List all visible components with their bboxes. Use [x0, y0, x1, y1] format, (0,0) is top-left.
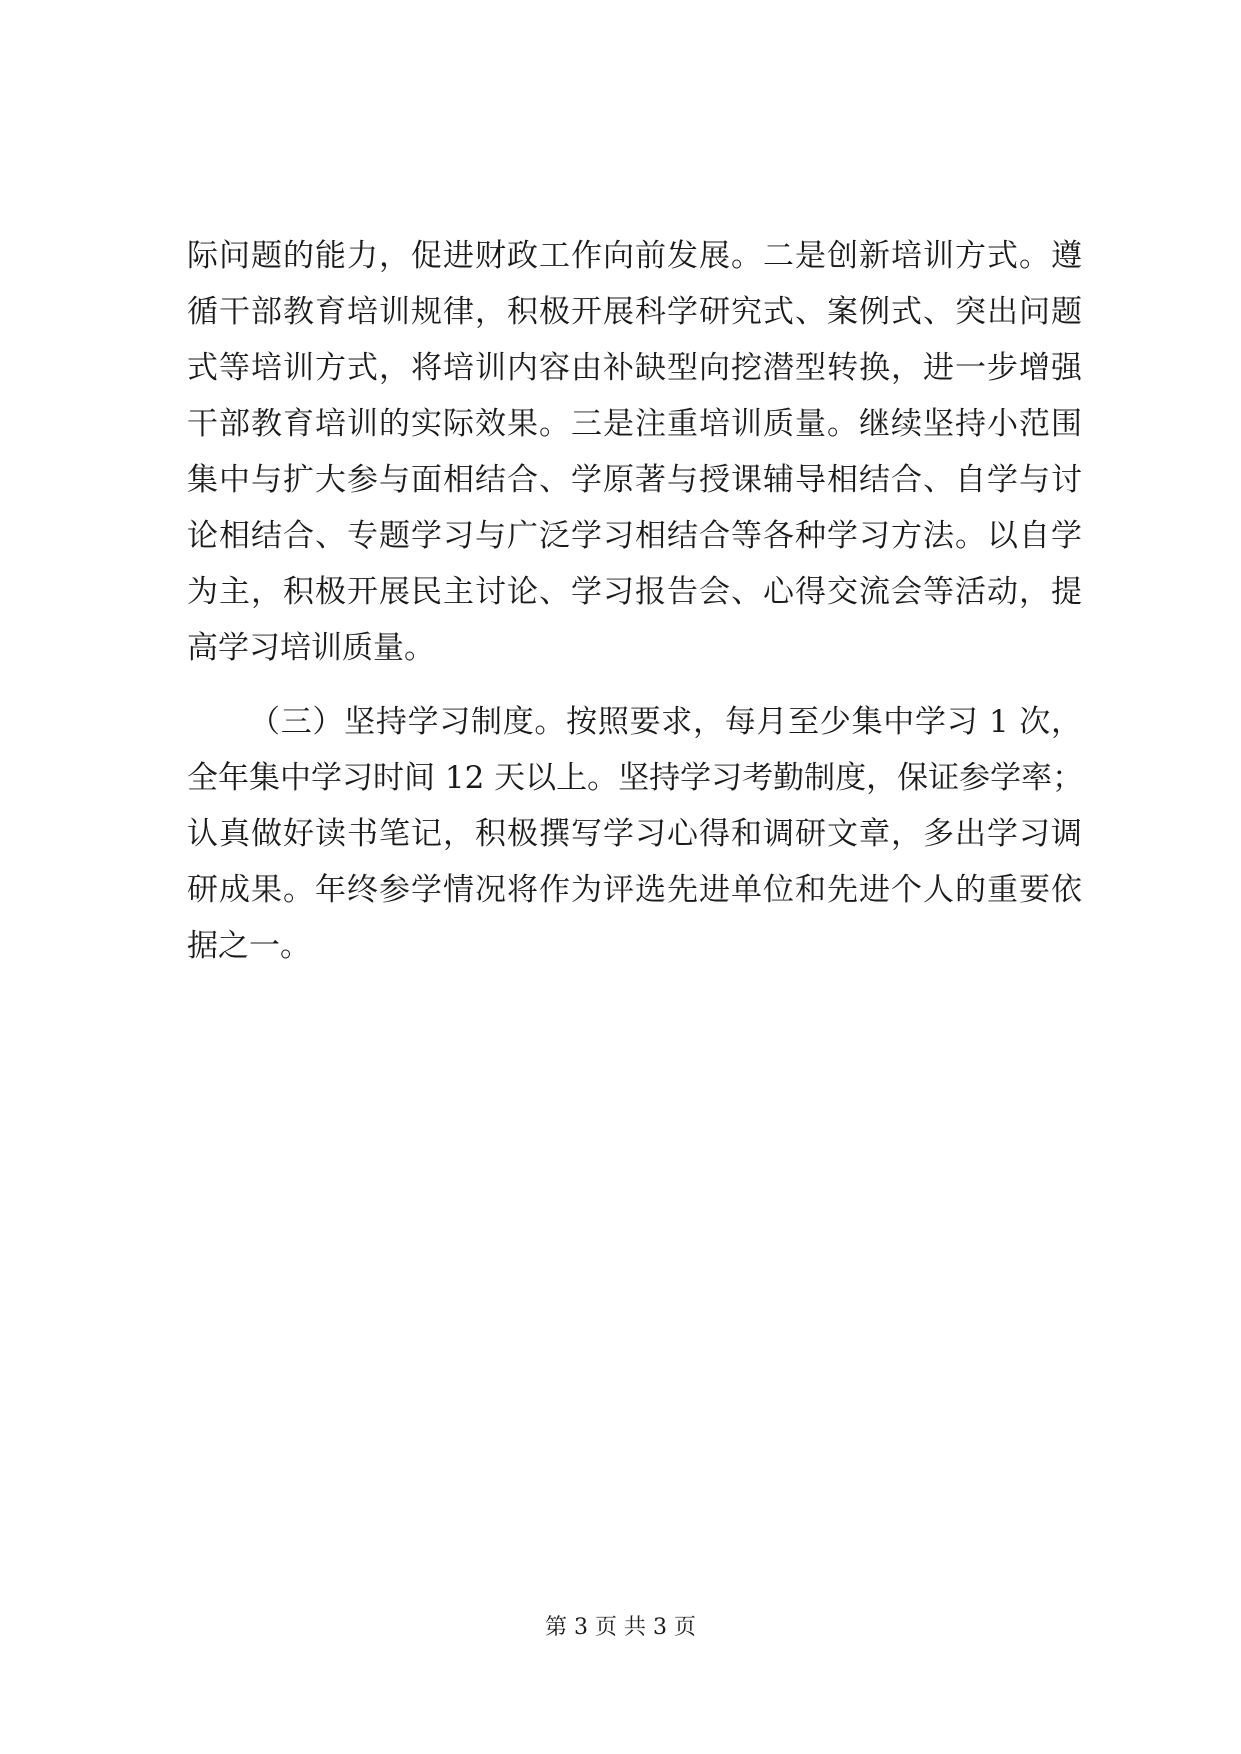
paragraph-2 — [187, 694, 1082, 974]
paragraph-spacer — [187, 676, 1082, 694]
paragraph-line: 为主，积极开展民主讨论、学习报告会、心得交流会等活动，提 — [187, 574, 1082, 610]
paragraph-line: 循干部教育培训规律，积极开展科学研究式、案例式、突出问题 — [187, 294, 1082, 330]
paragraph-line: （三）坚持学习制度。按照要求，每月至少集中学习 1 次， — [249, 704, 1082, 740]
paragraph-line: 干部教育培训的实际效果。三是注重培训质量。继续坚持小范围 — [187, 406, 1082, 442]
paragraph-line: 论相结合、专题学习与广泛学习相结合等各种学习方法。以自学 — [187, 518, 1082, 554]
page-footer — [0, 1614, 1241, 1642]
paragraph-line: 高学习培训质量。 — [187, 630, 435, 666]
paragraph-line: 全年集中学习时间 12 天以上。坚持学习考勤制度，保证参学率； — [187, 760, 1084, 796]
paragraph-line: 据之一。 — [187, 928, 311, 964]
paragraph-line: 认真做好读书笔记，积极撰写学习心得和调研文章，多出学习调 — [187, 816, 1082, 852]
page-number-label: 第 3 页 共 3 页 — [545, 1615, 696, 1640]
document-body — [187, 228, 1082, 974]
paragraph-line: 式等培训方式，将培训内容由补缺型向挖潜型转换，进一步增强 — [187, 350, 1082, 386]
paragraph-line: 际问题的能力，促进财政工作向前发展。二是创新培训方式。遵 — [187, 238, 1082, 274]
paragraph-1 — [187, 228, 1082, 676]
paragraph-line: 集中与扩大参与面相结合、学原著与授课辅导相结合、自学与讨 — [187, 462, 1082, 498]
paragraph-line: 研成果。年终参学情况将作为评选先进单位和先进个人的重要依 — [187, 872, 1082, 908]
